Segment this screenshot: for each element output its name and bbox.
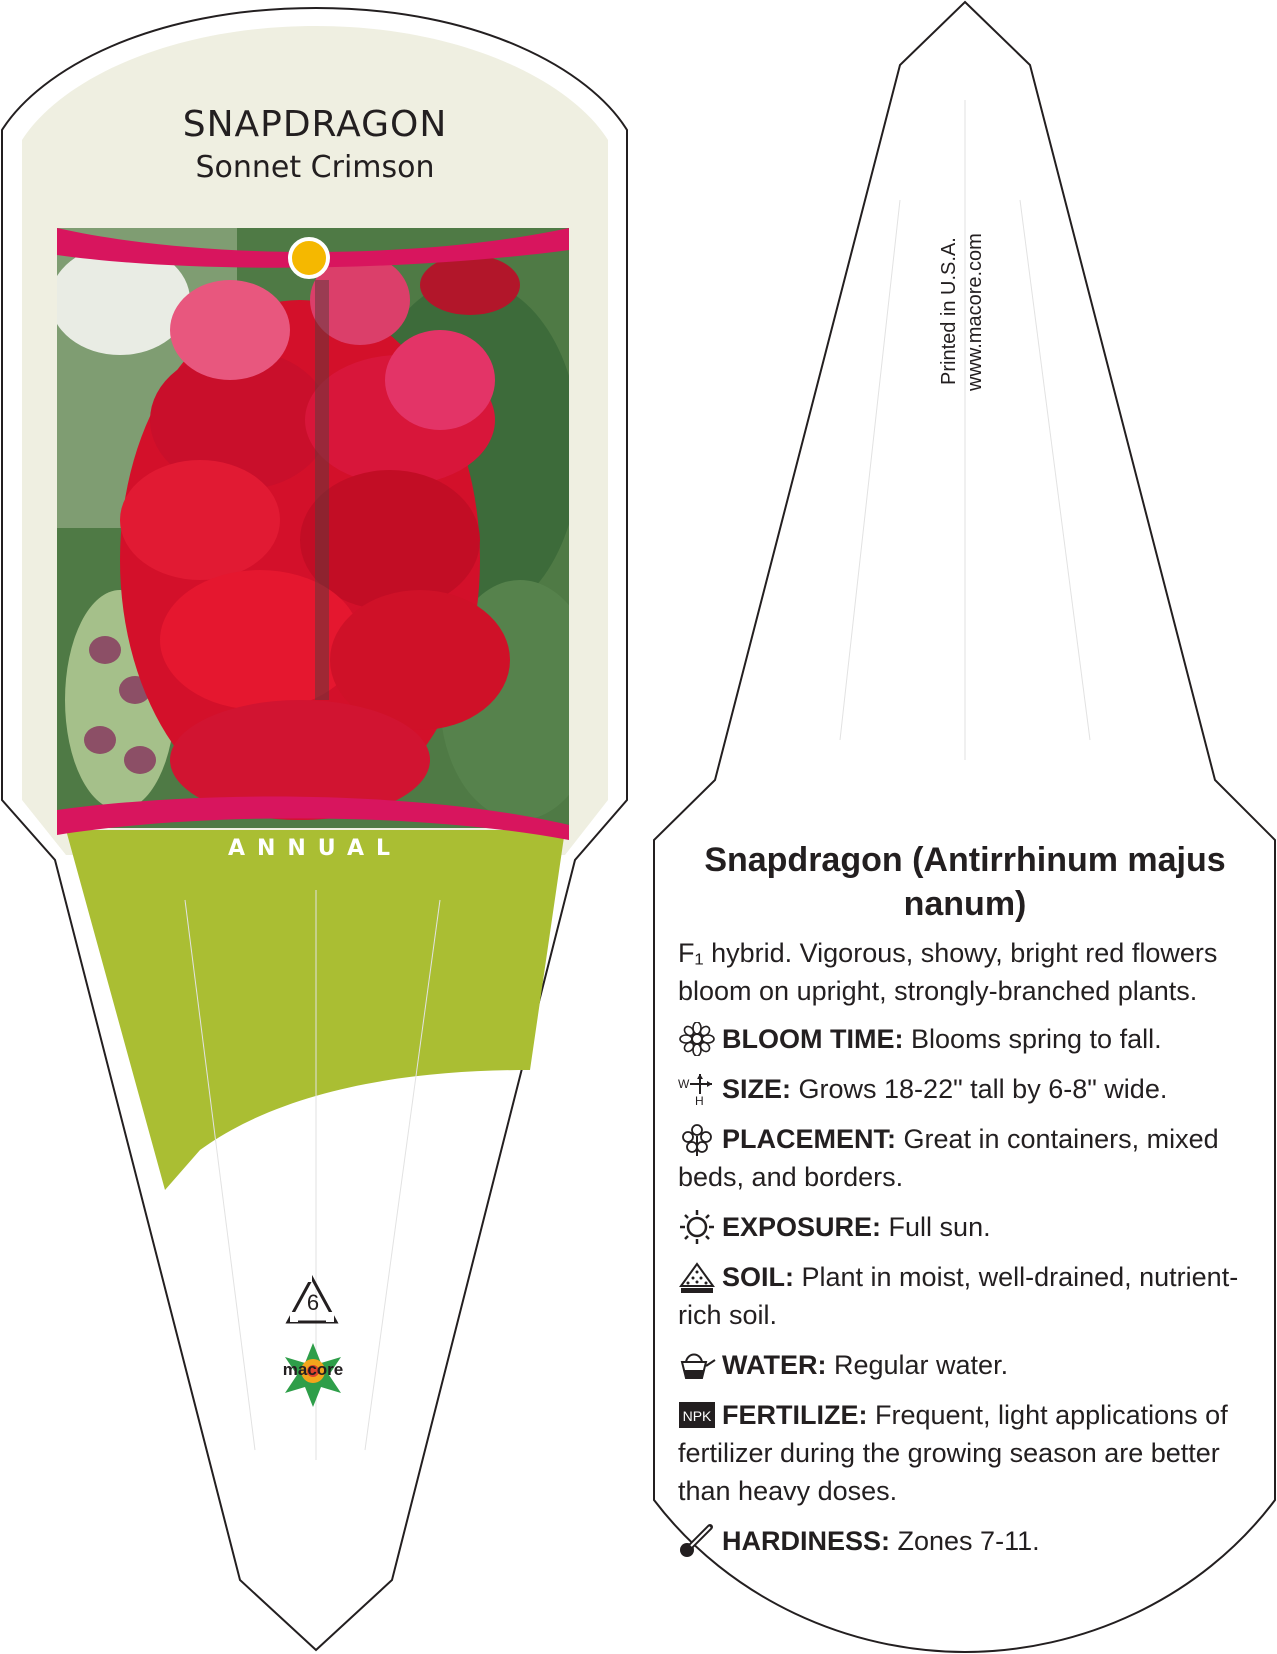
exposure-label: EXPOSURE: [722,1212,882,1242]
size-icon-h: H [695,1094,704,1106]
size-row [678,1070,1268,1108]
fertilize-label: FERTILIZE: [722,1400,868,1430]
bloom-time-row [678,1020,1268,1058]
thermometer-icon [678,1524,716,1558]
hardiness-label: HARDINESS: [722,1526,891,1556]
npk-icon [678,1398,716,1432]
website-url: www.macore.com [964,233,986,391]
placement-text: Great in containers, mixed beds, and borders. [678,1124,1219,1192]
species-title: Snapdragon (Antirrhinum majus nanum) [704,841,1226,923]
size-icon [678,1072,716,1106]
band-label: ANNUAL [227,836,403,861]
npk-text: NPK [682,1408,712,1424]
snapdragon-photo [50,228,600,828]
exposure-text: Full sun. [881,1212,991,1242]
printed-block [938,195,1030,395]
flower-icon [678,1022,716,1056]
recycle-number: 6 [306,1290,320,1315]
printed-in-usa: Printed in U.S.A. [938,237,960,385]
water-row [678,1346,1268,1384]
water-text: Regular water. [826,1350,1009,1380]
size-icon-w: W [678,1077,690,1091]
bloom-time-text: Blooms spring to fall. [903,1024,1162,1054]
water-label: WATER: [722,1350,827,1380]
exposure-row [678,1208,1268,1246]
hardiness-row [678,1522,1268,1560]
hardiness-text: Zones 7-11. [890,1526,1040,1556]
logo-text: macore [282,1360,344,1379]
fertilize-text: Frequent, light applications of fertilizer during the growing season are better than heavy doses. [678,1400,1228,1506]
front-subtitle: Sonnet Crimson [195,150,435,185]
sun-icon [678,1210,716,1244]
front-title: SNAPDRAGON [182,104,448,145]
size-label: SIZE: [722,1074,792,1104]
size-text: Grows 18-22" tall by 6-8" wide. [791,1074,1168,1104]
soil-text: Plant in moist, well-drained, nutrient-rich soil. [678,1262,1239,1330]
watering-can-icon [678,1348,716,1382]
intro-text: F₁ hybrid. Vigorous, showy, bright red flowers bloom on upright, strongly-branched plants. [678,938,1218,1006]
fertilize-row [678,1396,1268,1510]
soil-label: SOIL: [722,1262,794,1292]
sun-icon [290,239,328,277]
placement-icon [678,1122,716,1156]
placement-label: PLACEMENT: [722,1124,896,1154]
care-info [678,934,1268,1572]
soil-row [678,1258,1268,1334]
soil-icon [678,1260,716,1294]
bloom-time-label: BLOOM TIME: [722,1024,904,1054]
placement-row [678,1120,1268,1196]
